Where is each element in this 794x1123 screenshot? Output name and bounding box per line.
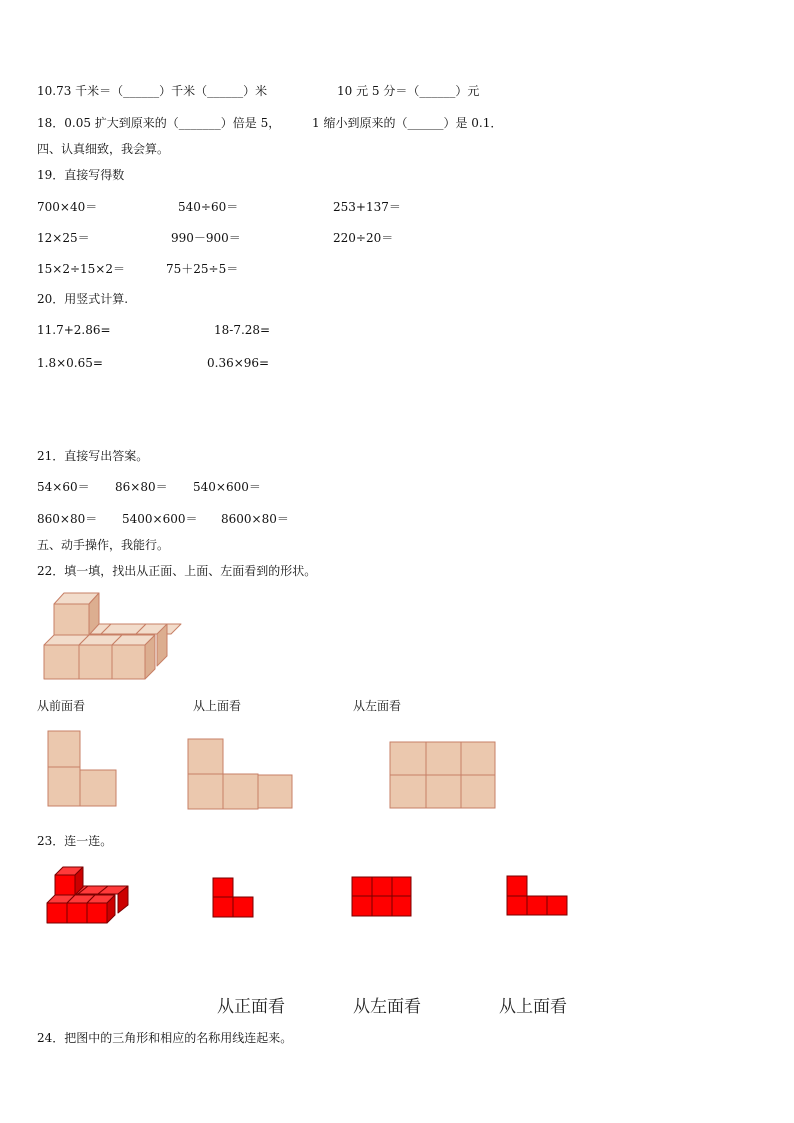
q21-item: 5400×600＝ [122,512,198,526]
q20-item: 0.36×96= [207,356,270,370]
q20-item: 11.7+2.86= [37,323,111,337]
q23-title: 23．连一连。 [37,834,113,848]
q19-item: 540÷60＝ [178,200,239,214]
q19-item: 220÷20＝ [333,231,394,245]
q18-part2: 1 缩小到原来的（______）是 0.1． [312,116,503,130]
q22-left-view [390,742,495,808]
q20-item: 1.8×0.65= [37,356,103,370]
q24-title: 24．把图中的三角形和相应的名称用线连起来。 [37,1031,293,1045]
q19-item: 253+137＝ [333,200,401,214]
q21-item: 8600×80＝ [221,512,289,526]
q23-view-shape-b [352,877,411,916]
q22-block-figure [44,593,181,679]
q17-part2: 10 元 5 分＝（______）元 [337,84,480,98]
q21-item: 860×80＝ [37,512,98,526]
q19-item: 700×40＝ [37,200,98,214]
q23-label-left: 从左面看 [353,997,421,1017]
section-five-heading: 五、动手操作，我能行。 [37,538,170,552]
q19-title: 19．直接写得数 [37,168,125,182]
q19-item: 12×25＝ [37,231,90,245]
q18-part1: 18．0.05 扩大到原来的（_______）倍是 5， [37,116,281,130]
q22-label-front: 从前面看 [37,699,86,713]
q22-label-top: 从上面看 [193,699,242,713]
q20-title: 20．用竖式计算. [37,292,129,306]
q22-label-left: 从左面看 [353,699,402,713]
q21-item: 54×60＝ [37,480,90,494]
q19-item: 15×2÷15×2＝ [37,262,125,276]
q23-label-front: 从正面看 [217,997,285,1017]
q22-title: 22．填一填，找出从正面、上面、左面看到的形状。 [37,564,317,578]
q23-label-top: 从上面看 [499,997,567,1017]
q23-view-shape-a [213,878,253,917]
section-four-heading: 四、认真细致，我会算。 [37,142,170,156]
q21-item: 540×600＝ [193,480,261,494]
q23-block-figure [47,867,128,923]
q17-part1: 10.73 千米＝（______）千米（______）米 [37,84,268,98]
q21-item: 86×80＝ [115,480,168,494]
q22-front-view [48,731,116,806]
q22-top-view [188,739,292,809]
q20-item: 18-7.28= [214,323,271,337]
q19-item: 75＋25÷5＝ [166,262,239,276]
q19-item: 990－900＝ [171,231,241,245]
q23-view-shape-c [507,876,567,915]
q21-title: 21．直接写出答案。 [37,449,149,463]
